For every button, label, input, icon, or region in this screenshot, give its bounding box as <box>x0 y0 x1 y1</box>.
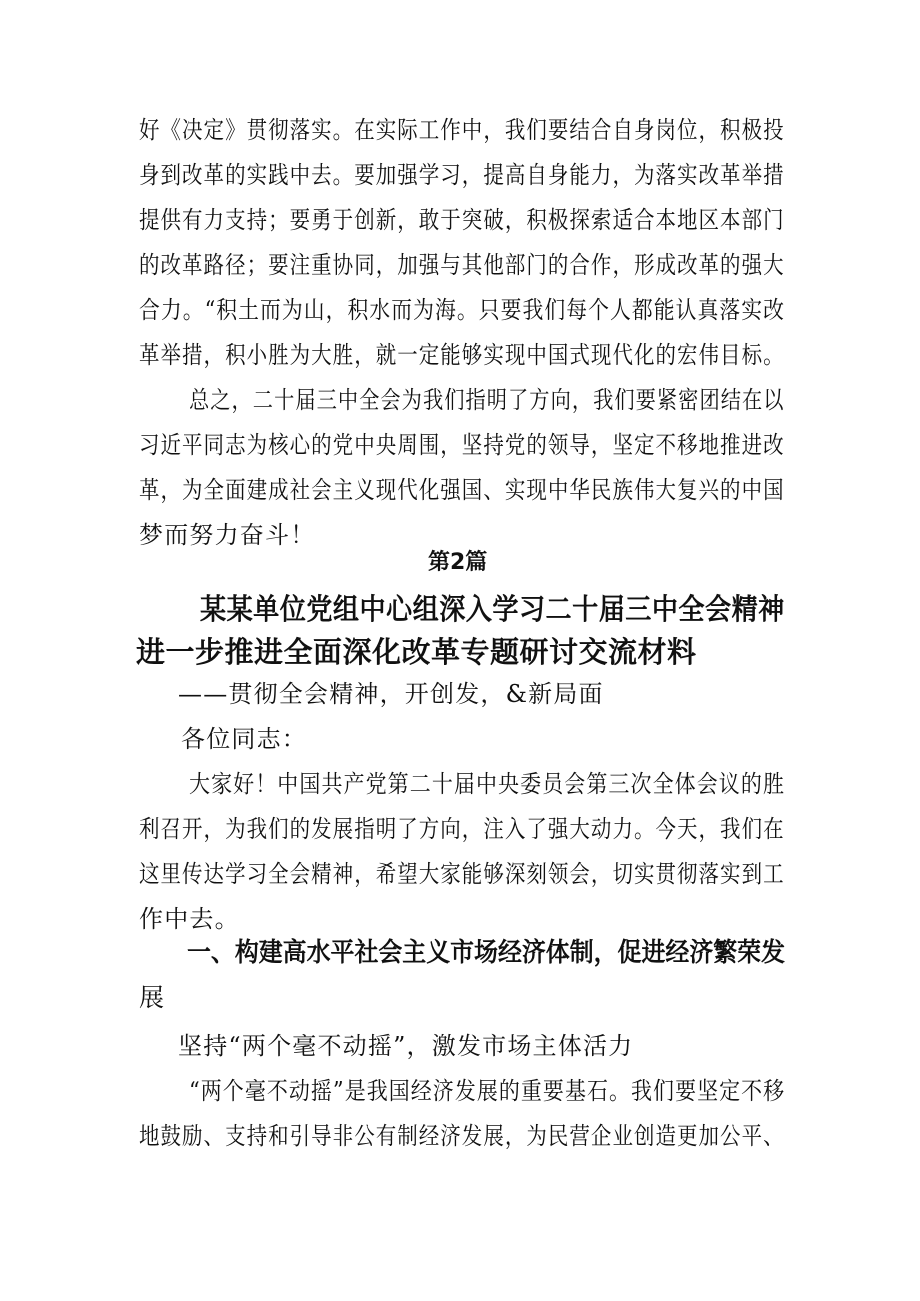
section-heading-1-line-2: 展 <box>139 983 166 1012</box>
document-title-line-1: 某某单位党组中心组深入学习二十届三中全会精神 <box>200 592 785 626</box>
paragraph-3-line-3: 这里传达学习全会精神，希望大家能够深刻领会，切实贯彻落实到工 <box>139 860 785 888</box>
paragraph-1-line-5: 合力。“积土而为山，积水而为海。只要我们每个人都能认真落实改 <box>139 296 786 324</box>
paragraph-1-line-6: 革举措，积小胜为大胜，就一定能够实现中国式现代化的宏伟目标。 <box>139 341 785 369</box>
paragraph-3-line-1: 大家好！中国共产党第二十届中央委员会第三次全体会议的胜 <box>189 770 786 798</box>
document-title-line-2: 进一步推进全面深化改革专题研讨交流材料 <box>136 635 697 669</box>
paragraph-1-line-4: 的改革路径；要注重协同，加强与其他部门的合作，形成改革的强大 <box>139 251 785 279</box>
paragraph-3-line-2: 利召开，为我们的发展指明了方向，注入了强大动力。今天，我们在 <box>139 815 785 843</box>
paragraph-2-line-3: 革，为全面建成社会主义现代化强国、实现中华民族伟大复兴的中国 <box>139 476 785 504</box>
paragraph-1-line-1: 好《决定》贯彻落实。在实际工作中，我们要结合自身岗位，积极投 <box>139 116 785 144</box>
paragraph-1-line-2: 身到改革的实践中去。要加强学习，提高自身能力，为落实改革举措 <box>139 161 785 189</box>
section-label: 第2篇 <box>428 550 488 575</box>
salutation: 各位同志： <box>181 725 307 753</box>
paragraph-1-line-3: 提供有力支持；要勇于创新，敢于突破，积极探索适合本地区本部门 <box>139 206 785 234</box>
paragraph-4-line-1: “两个毫不动摇”是我国经济发展的重要基石。我们要坚定不移 <box>189 1077 786 1105</box>
paragraph-2-line-1: 总之，二十届三中全会为我们指明了方向，我们要紧密团结在以 <box>189 386 785 414</box>
document-subtitle: ——贯彻全会精神，开创发，&新局面 <box>178 680 604 708</box>
paragraph-2-line-4: 梦而努力奋斗！ <box>139 521 316 549</box>
section-heading-1-line-1: 一、构建高水平社会主义市场经济体制，促进经济繁荣发 <box>187 938 786 968</box>
subheading-1: 坚持“两个毫不动摇”，激发市场主体活力 <box>178 1032 634 1060</box>
paragraph-4-line-2: 地鼓励、支持和引导非公有制经济发展，为民营企业创造更加公平、 <box>139 1122 785 1150</box>
paragraph-2-line-2: 习近平同志为核心的党中央周围，坚持党的领导，坚定不移地推进改 <box>139 431 785 459</box>
paragraph-3-line-4: 作中去。 <box>139 905 240 933</box>
